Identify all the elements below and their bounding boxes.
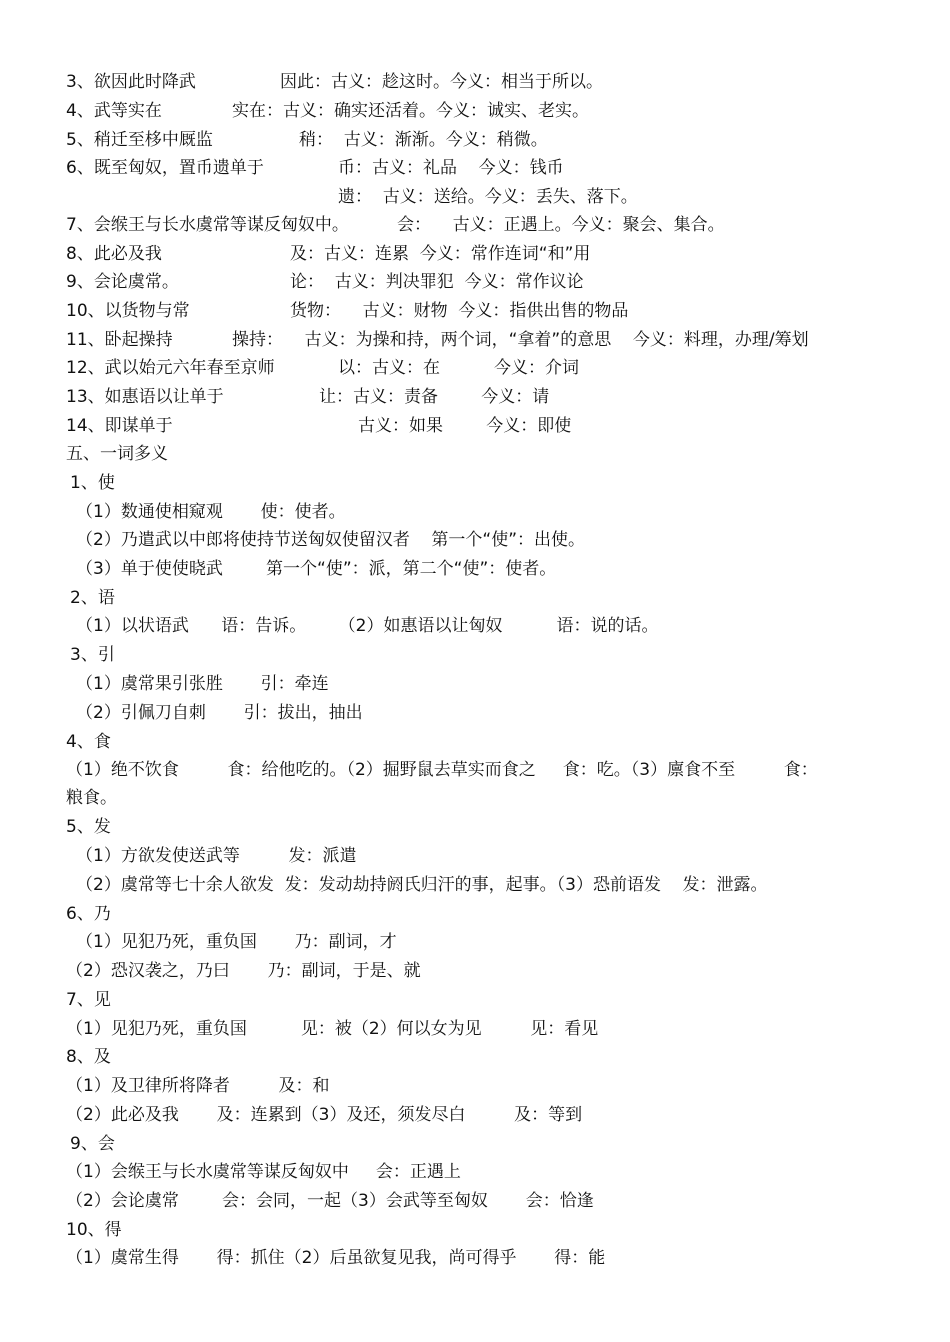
text-line: （1）及卫律所将降者 及：和 — [66, 1076, 330, 1096]
line-text-right: 及：古义：连累 今义：常作连词“和”用 — [290, 244, 591, 264]
text-line: （2）乃遣武以中郎将使持节送匈奴使留汉者 第一个“使”：出使。 — [76, 530, 586, 550]
sub-heading: 10、得 — [66, 1220, 122, 1240]
sub-heading: 7、见 — [66, 990, 111, 1010]
sub-heading: 3、引 — [70, 645, 115, 665]
text-line: （2）虞常等七十余人欲发 发：发动劫持阏氏归汗的事，起事。（3）恐前语发 发：泄露。 — [76, 875, 768, 895]
line-text-right: 以：古义：在 今义：介词 — [338, 358, 580, 378]
line-text-right: 论： 古义：判决罪犯 今义：常作议论 — [290, 272, 584, 292]
line-text-left: 14、即谋单于 — [66, 416, 173, 436]
text-line: （1）数通使相窥观 使：使者。 — [76, 502, 346, 522]
line-text-right: 遗： 古义：送给。今义：丢失、落下。 — [338, 187, 638, 207]
line-text-right: 货物： 古义：财物 今义：指供出售的物品 — [290, 301, 629, 321]
text-line: （1）以状语武 语：告诉。 （2）如惠语以让匈奴 语：说的话。 — [76, 616, 659, 636]
line-text-left: 3、欲因此时降武 — [66, 72, 196, 92]
line-text-right: 让：古义：责备 今义：请 — [319, 387, 550, 407]
line-text-right: 操持： 古义：为操和持，两个词，“拿着”的意思 今义：料理，办理/筹划 — [232, 330, 809, 350]
line-text-left: 13、如惠语以让单于 — [66, 387, 224, 407]
text-line: （1）绝不饮食 食：给他吃的。（2）掘野鼠去草实而食之 食：吃。（3）廪食不至 食： — [66, 760, 818, 780]
line-text-right: 古义：如果 今义：即使 — [358, 416, 572, 436]
text-line: （3）单于使使晓武 第一个“使”：派，第二个“使”：使者。 — [76, 559, 557, 579]
text-line: （2）恐汉袭之，乃曰 乃：副词，于是、就 — [66, 961, 421, 981]
text-line: （2）会论虞常 会：会同，一起（3）会武等至匈奴 会：恰逢 — [66, 1191, 594, 1211]
line-text-left: 4、武等实在 — [66, 101, 162, 121]
line-text-right: 稍： 古义：渐渐。今义：稍微。 — [299, 130, 548, 150]
text-line: （2）引佩刀自刺 引：拔出，抽出 — [76, 703, 363, 723]
line-text-left: 7、会缑王与长水虞常等谋反匈奴中。 — [66, 215, 349, 235]
line-text-right: 实在：古义：确实还活着。今义：诚实、老实。 — [232, 101, 589, 121]
text-line: （1）见犯乃死，重负国 乃：副词，才 — [76, 932, 397, 952]
text-line: （1）虞常生得 得：抓住（2）后虽欲复见我，尚可得乎 得：能 — [66, 1248, 606, 1268]
line-text-right: 因此：古义：趁这时。今义：相当于所以。 — [280, 72, 603, 92]
text-line: （1）会缑王与长水虞常等谋反匈奴中 会：正遇上 — [66, 1162, 461, 1182]
text-line: （1）见犯乃死，重负国 见：被（2）何以女为见 见：看见 — [66, 1019, 599, 1039]
sub-heading: 5、发 — [66, 817, 111, 837]
line-text-left: 12、武以始元六年春至京师 — [66, 358, 275, 378]
text-line: 粮食。 — [66, 788, 117, 808]
sub-heading: 4、食 — [66, 732, 111, 752]
sub-heading: 8、及 — [66, 1047, 111, 1067]
sub-heading: 6、乃 — [66, 904, 111, 924]
sub-heading: 2、语 — [70, 588, 115, 608]
sub-heading: 1、使 — [70, 473, 115, 493]
line-text-left: 9、会论虞常。 — [66, 272, 179, 292]
text-line: （1）方欲发使送武等 发：派遣 — [76, 846, 357, 866]
line-text-left: 10、以货物与常 — [66, 301, 190, 321]
line-text-left: 6、既至匈奴，置币遗单于 — [66, 158, 264, 178]
text-line: （2）此必及我 及：连累到（3）及还，须发尽白 及：等到 — [66, 1105, 583, 1125]
line-text-right: 会： 古义：正遇上。今义：聚会、集合。 — [397, 215, 725, 235]
section-heading: 五、一词多义 — [66, 444, 168, 464]
text-line: （1）虞常果引张胜 引：牵连 — [76, 674, 329, 694]
line-text-left: 8、此必及我 — [66, 244, 162, 264]
sub-heading: 9、会 — [70, 1134, 115, 1154]
line-text-right: 币：古义：礼品 今义：钱币 — [338, 158, 564, 178]
line-text-left: 11、卧起操持 — [66, 330, 173, 350]
line-text-left: 5、稍迁至栘中厩监 — [66, 130, 213, 150]
